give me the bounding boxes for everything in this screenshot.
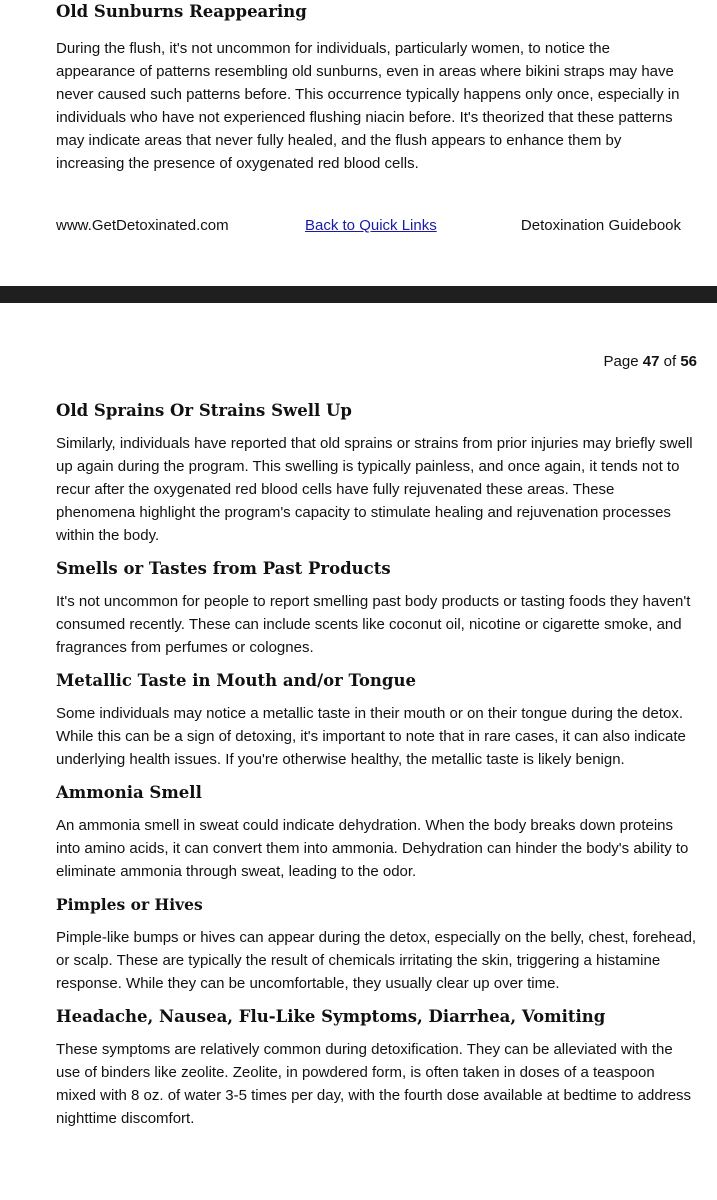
- sections-list: [56, 401, 697, 1142]
- page-divider: [0, 286, 717, 303]
- section-metallic-taste: [56, 671, 697, 771]
- section-body: Some individuals may notice a metallic taste in their mouth or on their tongue during the detox. While this can be a sign of detoxing, it's important to note that in rare cases, it can also indicate underlying health issues. If you're otherwise healthy, the metallic taste is likely benign.: [56, 705, 686, 768]
- previous-page: [0, 0, 717, 286]
- section-old-sprains: [56, 401, 697, 547]
- section-heading: Metallic Taste in Mouth and/or Tongue: [56, 671, 416, 690]
- page-number-current: 47: [642, 353, 660, 370]
- section-body: These symptoms are relatively common during detoxification. They can be alleviated with the use of binders like zeolite. Zeolite, in powdered form, is often taken in doses of a teaspoon mixed with 8 oz. of water 3-5 times per day, with the fourth dose available at bedtime to address nighttime discomfort.: [56, 1041, 692, 1127]
- section-ammonia-smell: [56, 783, 697, 883]
- page-number-total: 56: [680, 353, 697, 370]
- page-number-prefix: Page: [603, 353, 639, 370]
- section-body: Similarly, individuals have reported that old sprains or strains from prior injuries may briefly swell up again during the program. This swelling is typically painless, and once again, it tends not to recur after the oxygenated red blood cells have fully rejuvenated these areas. These phenomena highlight the program's capacity to stimulate healing and rejuvenation processes within the body.: [56, 435, 693, 544]
- page-number-of: of: [663, 353, 677, 370]
- section-body: An ammonia smell in sweat could indicate dehydration. When the body breaks down proteins into amino acids, it can convert them into ammonia. Dehydration can hinder the body's ability to eliminate ammonia through sweat, leading to the odor.: [56, 817, 689, 880]
- section-headache-nausea: [56, 1007, 697, 1130]
- back-to-quick-links-link[interactable]: Back to Quick Links: [305, 217, 437, 234]
- footer-website: www.GetDetoxinated.com: [56, 217, 229, 234]
- current-page: [0, 303, 717, 1200]
- section-heading: Pimples or Hives: [56, 895, 203, 914]
- section-heading: Ammonia Smell: [56, 783, 202, 802]
- section-body: It's not uncommon for people to report smelling past body products or tasting foods they haven't consumed recently. These can include scents like coconut oil, nicotine or cigarette smoke, and fragrances from perfumes or colognes.: [56, 593, 691, 656]
- page-footer: [56, 217, 681, 239]
- section-body: Pimple-like bumps or hives can appear during the detox, especially on the belly, chest, forehead, or scalp. These are typically the result of chemicals irritating the skin, triggering a histamine response. While they can be uncomfortable, they usually clear up over time.: [56, 929, 697, 992]
- section-heading-old-sunburns: Old Sunburns Reappearing: [56, 2, 307, 21]
- section-smells-tastes: [56, 559, 697, 659]
- page-number: [604, 353, 697, 370]
- footer-book-title: Detoxination Guidebook: [520, 217, 681, 234]
- section-heading: Smells or Tastes from Past Products: [56, 559, 391, 578]
- section-heading: Headache, Nausea, Flu-Like Symptoms, Diarrhea, Vomiting: [56, 1007, 606, 1026]
- section-pimples-hives: [56, 895, 697, 995]
- section-heading: Old Sprains Or Strains Swell Up: [56, 401, 352, 420]
- section-body-old-sunburns: During the flush, it's not uncommon for individuals, particularly women, to notice the appearance of patterns resembling old sunburns, even in areas where bikini straps may have never caused such patterns before. This occurrence typically happens only once, especially in individuals who have not experienced flushing niacin before. It's theorized that these patterns may indicate areas that never fully healed, and the flush appears to enhance them by increasing the presence of oxygenated red blood cells.: [56, 40, 680, 172]
